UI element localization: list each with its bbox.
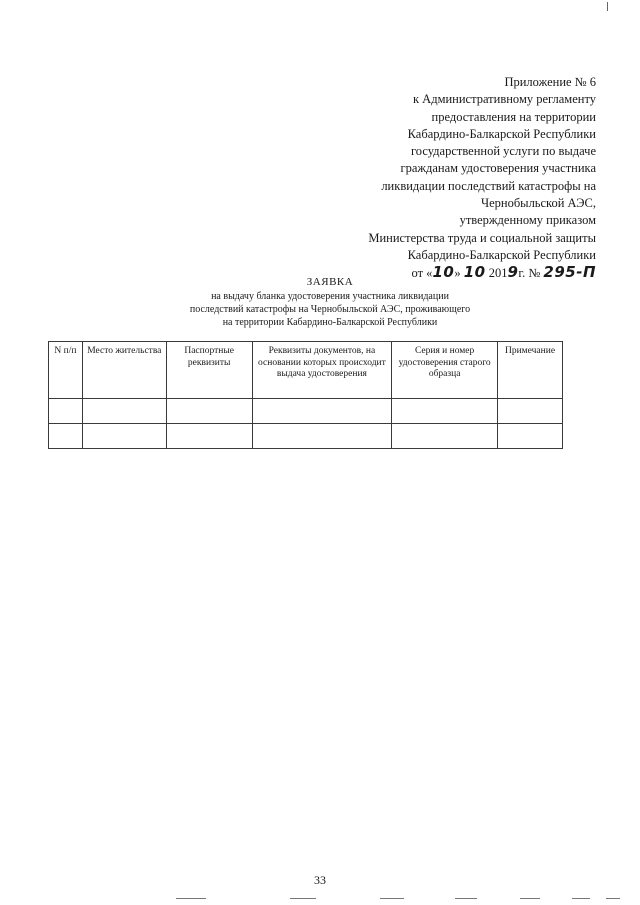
table-cell: [82, 399, 166, 424]
table-cell: [49, 424, 83, 449]
request-subtitle-line: на выдачу бланка удостоверения участника ликвидации: [211, 291, 449, 302]
table-cell: [166, 424, 252, 449]
table-cell: [166, 399, 252, 424]
request-subtitle-line: на территории Кабардино-Балкарской Республики: [222, 317, 438, 328]
scan-mark: [176, 898, 206, 899]
appendix-line: Кабардино-Балкарской Республики: [407, 126, 596, 141]
table-cell: [252, 424, 392, 449]
page-number: 33: [314, 873, 326, 887]
handwritten-month: 10: [463, 263, 486, 282]
column-header-documents: Реквизиты документов, на основании которых происходит выдача удостоверения: [252, 342, 392, 399]
year-prefix: 201: [488, 266, 508, 281]
scan-corner-mark: [607, 2, 608, 11]
table-cell: [498, 424, 563, 449]
column-header-note: Примечание: [498, 342, 563, 399]
appendix-line: утвержденному приказом: [459, 213, 596, 228]
date-quote-close: »: [454, 266, 461, 281]
date-prefix: от «: [411, 266, 433, 281]
handwritten-day: 10: [432, 263, 455, 282]
request-title-block: [170, 276, 490, 329]
column-header-old-certificate: Серия и номер удостоверения старого образца: [392, 342, 498, 399]
year-suffix-number-label: г. №: [518, 266, 541, 281]
table-header-row: [49, 342, 563, 399]
table-cell: [498, 399, 563, 424]
appendix-line: к Административному регламенту: [412, 92, 596, 107]
scan-mark: [572, 898, 590, 899]
appendix-line: Министерства труда и социальной защиты: [368, 230, 596, 245]
scan-mark: [455, 898, 477, 899]
table-cell: [82, 424, 166, 449]
table-cell: [252, 399, 392, 424]
column-header-number: N п/п: [49, 342, 83, 399]
scan-bottom-marks: [0, 898, 640, 902]
table-cell: [392, 424, 498, 449]
handwritten-order-number: 295-П: [543, 263, 596, 282]
appendix-line: Чернобыльской АЭС,: [480, 196, 596, 211]
scan-mark: [606, 898, 620, 899]
table-row: [49, 424, 563, 449]
column-header-residence: Место жительства: [82, 342, 166, 399]
table-cell: [49, 399, 83, 424]
scan-mark: [380, 898, 404, 899]
handwritten-year-digit: 9: [507, 263, 519, 282]
appendix-line: государственной услуги по выдаче: [410, 144, 596, 159]
appendix-line: Кабардино-Балкарской Республики: [407, 247, 596, 262]
appendix-line: гражданам удостоверения участника: [400, 161, 596, 176]
request-table: [48, 341, 563, 449]
table-cell: [392, 399, 498, 424]
appendix-line: ликвидации последствий катастрофы на: [381, 178, 596, 193]
request-subtitle-line: последствий катастрофы на Чернобыльской АЭС, проживающего: [189, 304, 471, 315]
appendix-line: Приложение № 6: [504, 75, 596, 89]
column-header-passport: Паспортные реквизиты: [166, 342, 252, 399]
request-heading: ЗАЯВКА: [306, 276, 354, 288]
table-row: [49, 399, 563, 424]
scan-mark: [520, 898, 540, 899]
appendix-reference-block: [296, 74, 596, 283]
scan-mark: [290, 898, 316, 899]
appendix-line: предоставления на территории: [431, 109, 596, 124]
